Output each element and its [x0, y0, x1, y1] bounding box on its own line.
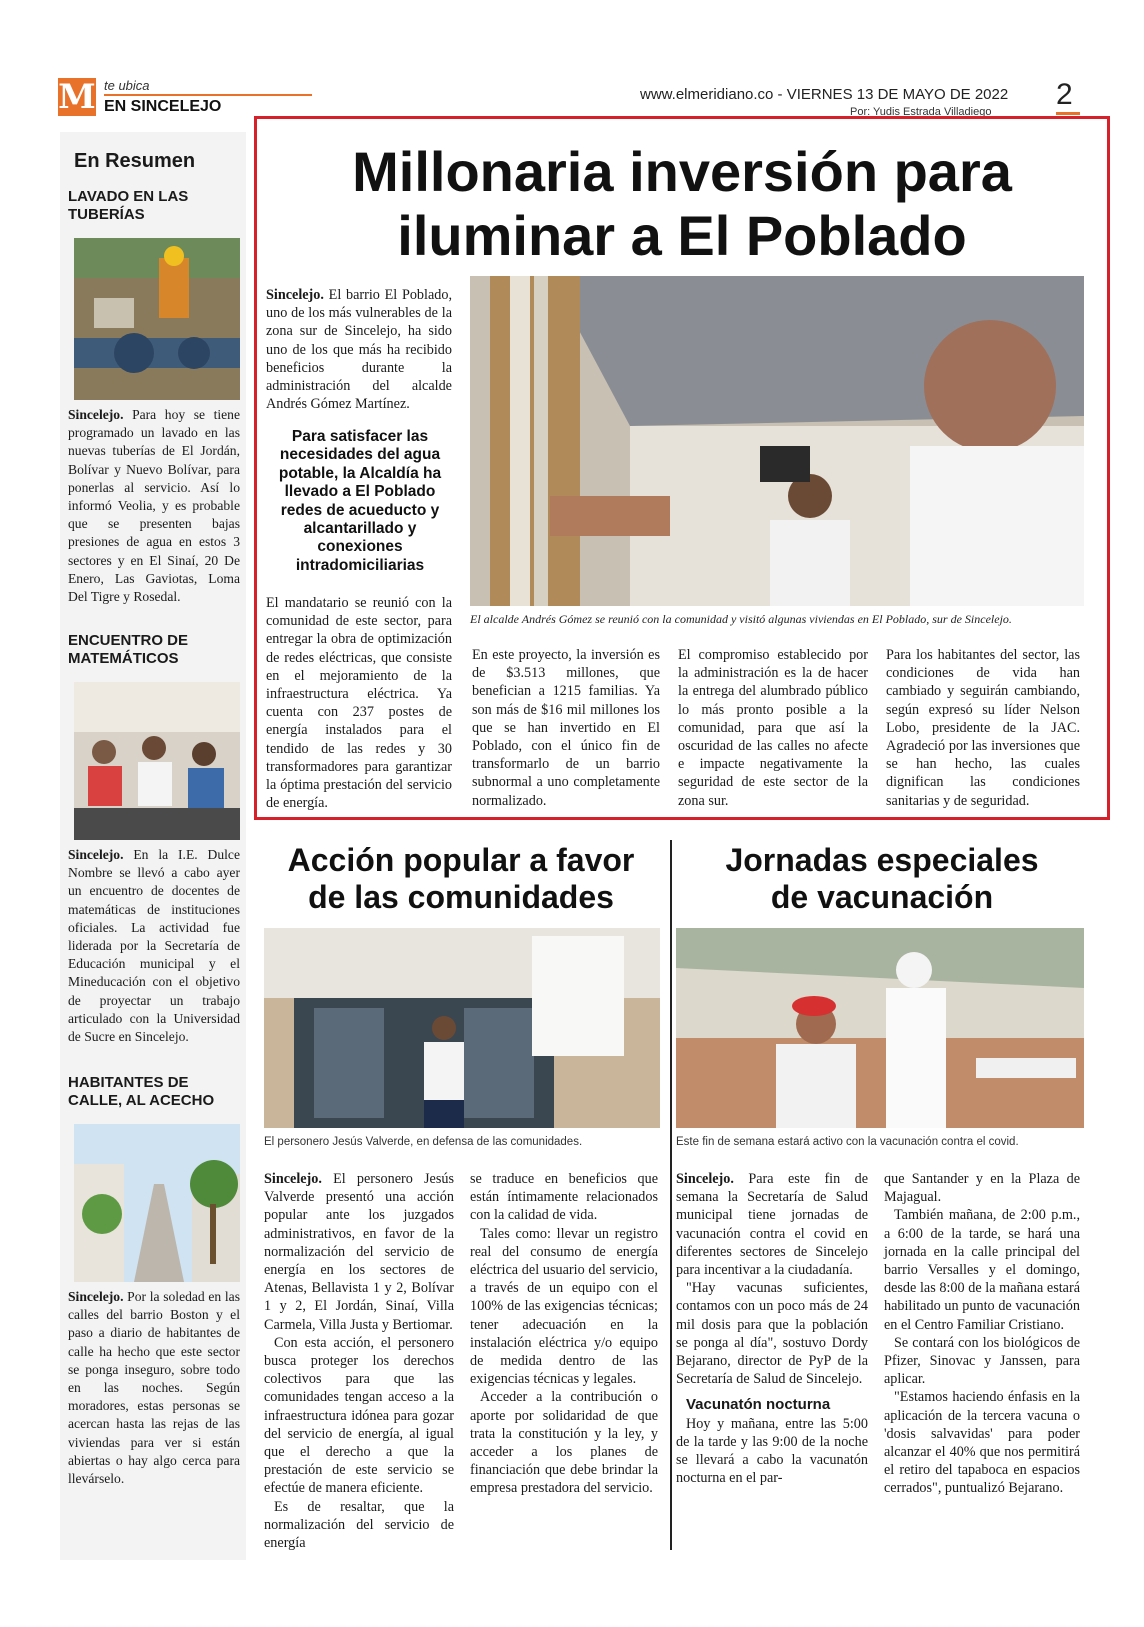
street-photo: [74, 1124, 240, 1282]
right-article-column-2: que Santander y en la Plaza de Majagual. También mañana, de 2:00 p.m., a 6:00 de la tarde, se hará una jornada en la calle principal del barrio Versalles y el domingo, desde las 8:00 de la mañana estará habilitado un punto de vacunación en el Centro Familiar Cristiano. Se contará con los biológicos de Pfizer, Sinovac y Janssen, para aplicar. "Estamos haciendo énfasis en la aplicación de la tercera vacuna o 'dosis salvavidas' para poder alcanzar el 40% que nos permitirá el retiro del tapaboca en espacios cerrados", puntualizó Bejarano.: [884, 1171, 1080, 1497]
feature-column-4: Para los habitantes del sector, las condiciones de vida han cambiado y seguirán cambiando, según expresó su líder Nelson Lobo, presidente de la JAC. Agradeció por las inversiones que se han hecho, las cuales dignifican las condiciones sanitarias y de seguridad.: [886, 647, 1080, 809]
ombudsman-photo: [264, 928, 660, 1128]
section-name: EN SINCELEJO: [104, 98, 222, 115]
sidebar-heading: HABITANTES DE CALLE, AL ACECHO: [68, 1074, 215, 1109]
sidebar-text: Sincelejo. En la I.E. Dulce Nombre se llevó a cabo ayer un encuentro de docentes de matemáticas de instituciones oficiales. La actividad fue liderada por la Secretaría de Educación municipal y el Mineducación con el objetivo de proyectar un trabajo articulado con la Universidad de Sucre en Sincelejo.: [68, 847, 240, 1045]
left-article-caption: El personero Jesús Valverde, en defensa de las comunidades.: [264, 1136, 583, 1148]
sidebar-heading: LAVADO EN LAS TUBERÍAS: [68, 188, 189, 223]
newspaper-logo: M: [58, 77, 96, 117]
feature-pullquote: Para satisfacer las necesidades del agua potable, la Alcaldía ha llevado a El Poblado redes de acueducto y alcantarillado y conexiones intradomiciliarias: [278, 428, 442, 574]
page-number: 2: [1056, 78, 1073, 111]
feature-column-1: El mandatario se reunió con la comunidad de este sector, para entregar la obra de optimización de redes eléctricas, que consiste en el mejoramiento de la infraestructura eléctrica. Ya cuenta con 237 postes de energía instalados para el tendido de las redes y 30 transformadores para garantizar la óptima prestación del servicio de energía.: [266, 595, 452, 812]
right-article-column-1: Sincelejo. Para este fin de semana la Secretaría de Salud municipal tiene jornadas de vacunación contra el covid en diferentes sectores de Sincelejo para incentivar a la ciudadanía. "Hay vacunas suficientes, contamos con un poco más de 24 mil dosis para que la población se ponga al día", sostuvo Dordy Bejarano, director de PyP de la Secretaría de Salud de Sincelejo. Vacunatón nocturna Hoy y mañana, entre las 5:00 de la tarde y las 9:00 de la noche se llevará a cabo la vacunatón nocturna en el par-: [676, 1171, 869, 1487]
vaccination-subhead: Vacunatón nocturna: [686, 1396, 831, 1414]
feature-headline: Millonaria inversión para iluminar a El Poblado: [352, 140, 1012, 267]
header-rule: [104, 94, 312, 96]
vaccination-photo: [676, 928, 1084, 1128]
sidebar-heading: ENCUENTRO DE MATEMÁTICOS: [68, 632, 189, 667]
sidebar-text: Sincelejo. Para hoy se tiene programado un lavado en las nuevas tuberías de El Jordán, Bolívar y Nuevo Bolívar, para ponerlas al servicio. Así lo informó Veolia, y es probable que se presenten bajas presiones de agua en estos 3 sectores y en El Sinaí, 20 De Enero, Las Gaviotas, Loma Del Tigre y Rosedal.: [68, 407, 241, 605]
pipe-repair-photo: [74, 238, 240, 400]
left-article-headline: Acción popular a favor de las comunidades: [287, 842, 635, 915]
feature-photo-caption: El alcalde Andrés Gómez se reunió con la comunidad y visitó algunas viviendas en El Poblado, sur de Sincelejo.: [470, 612, 1012, 626]
sidebar-text: Sincelejo. Por la soledad en las calles del barrio Boston y el paso a diario de habitantes de calle ha hecho que este sector se ponga inseguro, sobre todo en las noches. Según moradores, estas personas se acercan hasta las rejas de las viviendas para ver si están abiertas o hay algo cerca para llevárselo.: [68, 1289, 240, 1487]
section-kicker: te ubica: [104, 78, 150, 93]
byline: Por: Yudis Estrada Villadiego: [850, 106, 992, 118]
teachers-meeting-photo: [74, 682, 240, 840]
feature-intro: Sincelejo. El barrio El Poblado, uno de los más vulnerables de la zona sur de Sincelejo, ha sido uno de los que más ha recibido beneficios durante la administración del alcalde Andrés Gómez Martínez.: [266, 287, 452, 413]
left-article-column-2: se traduce en beneficios que están íntimamente relacionados con la calidad de vida. Tales como: llevar un registro real del consumo de energía eléctrica del usuario del servicio, a través de un equipo con el 100% de las exigencias técnicas; tener adecuación en la instalación eléctrica y/o equipo de medida dentro de las exigencias técnicas y legales. Acceder a la contribución o aporte por solidaridad de que trata la constitución y la ley, y acceder a los planes de financiación que debe brindar la empresa prestadora del servicio.: [470, 1171, 658, 1497]
page-number-underline: [1056, 112, 1080, 115]
left-article-column-1: Sincelejo. El personero Jesús Valverde presentó una acción popular ante los juzgados administrativos, en favor de la normalización del servicio de energía en los sectores de Atenas, Bellavista 1 y 2, Bolívar 1 y 2, El Jordán, Sinaí, Villa Carmela, Villa Justa y Bertiomar. Con esta acción, el personero busca proteger los derechos colectivos para que las comunidades tengan acceso a la infraestructura idónea para gozar del servicio de energía, al igual que el derecho a que la prestación de este servicio se efectúe de manera eficiente. Es de resaltar, que la normalización del servicio de energía: [264, 1171, 454, 1552]
right-article-headline: Jornadas especiales de vacunación: [725, 842, 1039, 915]
feature-column-2: En este proyecto, la inversión es de $3.513 millones, que benefician a 1215 familias. Ya son más de $16 mil millones los que se han invertido en El Poblado, con el único fin de transformarlo de un barrio subnormal a uno completamente normalizado.: [472, 647, 660, 809]
mayor-visit-photo: [470, 276, 1084, 606]
right-article-caption: Este fin de semana estará activo con la vacunación contra el covid.: [676, 1136, 1019, 1148]
sidebar-title: En Resumen: [74, 150, 196, 172]
dateline: www.elmeridiano.co - VIERNES 13 DE MAYO DE 2022: [640, 86, 1009, 103]
feature-column-3: El compromiso establecido por la administración es la de hacer la entrega del alumbrado público lo más pronto posible a la comunidad, para que así la oscuridad de las calles no afecte e impacte negativamente la seguridad de este sector de la zona sur.: [678, 647, 868, 809]
column-divider: [670, 840, 672, 1550]
